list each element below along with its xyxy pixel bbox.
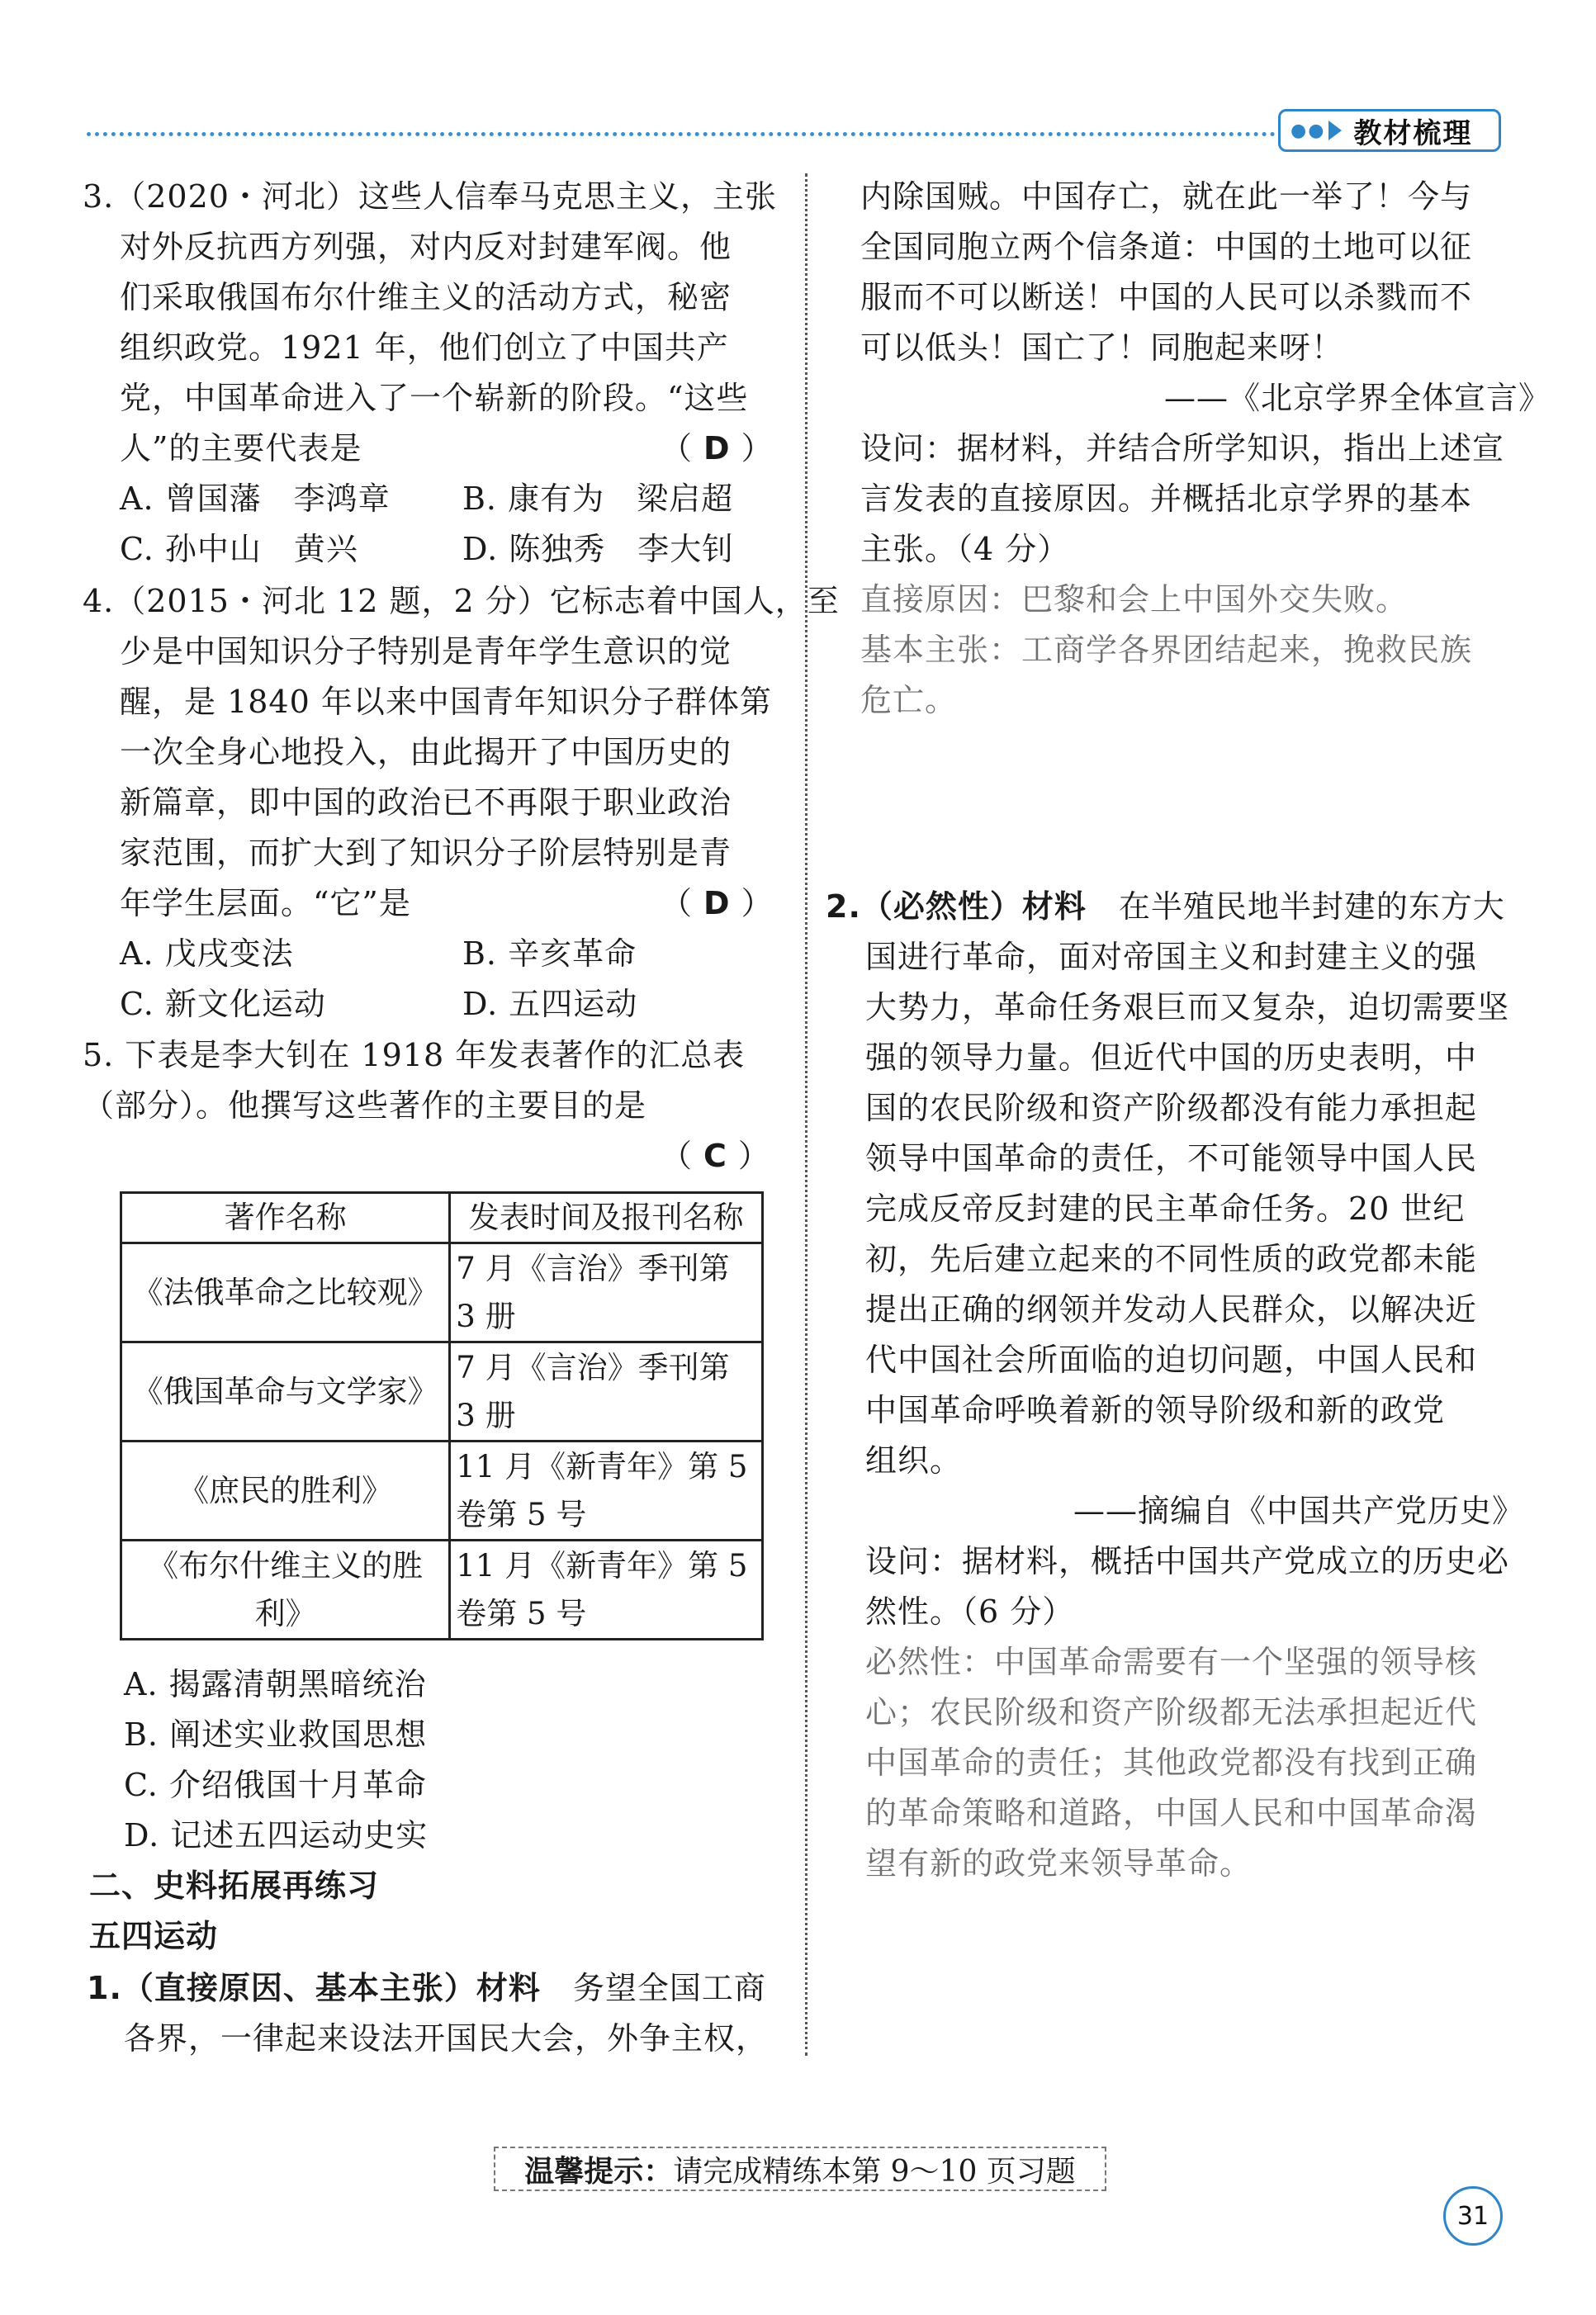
m2-line: 提出正确的纲领并发动人民群众，以解决近 <box>865 1291 1478 1328</box>
m2-answer-line: 望有新的政党来领导革命。 <box>865 1845 1253 1882</box>
m2-question-line: 设问：据材料，概括中国共产党成立的历史必 <box>865 1543 1510 1579</box>
q4-line: 4.（2015・河北 12 题，2 分）它标志着中国人，至 <box>83 583 840 619</box>
table-row <box>121 1442 763 1541</box>
m2-line: 中国革命呼唤着新的领导阶级和新的政党 <box>865 1392 1446 1428</box>
column-divider <box>805 173 807 2056</box>
table-row <box>121 1243 763 1342</box>
m1-cont-line: 可以低头！国亡了！同胞起来呀！ <box>860 329 1344 366</box>
work-name: 《法俄革命之比较观》 <box>121 1243 450 1342</box>
header-dotted-rule <box>87 132 1276 136</box>
q4-option-c: C. 新文化运动 <box>120 986 326 1022</box>
m1-line: 1.（直接原因、基本主张）材料 务望全国工商 <box>87 1970 766 2006</box>
section-tag-label: 教材梳理 <box>1353 116 1473 150</box>
table-header-cell: 著作名称 <box>121 1193 450 1243</box>
m1-cont-line: 全国同胞立两个信条道：中国的土地可以征 <box>860 229 1473 265</box>
m1-line: 各界，一律起来设法开国民大会，外争主权， <box>124 2020 769 2057</box>
works-table <box>120 1191 764 1640</box>
q5-option-a: A. 揭露清朝黑暗统治 <box>124 1666 427 1702</box>
m1-answer-line: 基本主张：工商学各界团结起来，挽救民族 <box>860 632 1473 668</box>
m1-answer-line: 直接原因：巴黎和会上中国外交失败。 <box>860 581 1409 618</box>
section-2-title: 二、史料拓展再练习 <box>89 1868 380 1904</box>
table-header-cell: 发表时间及报刊名称 <box>450 1193 763 1243</box>
m1-question-line: 言发表的直接原因。并概括北京学界的基本 <box>860 481 1473 517</box>
q3-line: 3.（2020・河北）这些人信奉马克思主义，主张 <box>83 178 777 215</box>
m2-answer-line: 的革命策略和道路，中国人民和中国革命渴 <box>865 1795 1478 1831</box>
tip-label: 温馨提示： <box>524 2154 674 2189</box>
q3-option-a: A. 曾国藩 李鸿章 <box>120 481 391 517</box>
section-tag <box>1278 109 1501 152</box>
m2-answer-line: 必然性：中国革命需要有一个坚强的领导核 <box>865 1644 1478 1680</box>
m2-line: 领导中国革命的责任，不可能领导中国人民 <box>865 1140 1478 1176</box>
m1-question-line: 设问：据材料，并结合所学知识，指出上述宣 <box>860 430 1505 466</box>
q4-answer: （ D ） <box>661 885 773 921</box>
table-header-row <box>121 1193 763 1243</box>
work-info: 7 月《言治》季刊第 3 册 <box>450 1342 763 1442</box>
tip-text: 请完成精练本第 9～10 页习题 <box>673 2154 1076 2189</box>
table-row <box>121 1541 763 1640</box>
q5-line: 5. 下表是李大钊在 1918 年发表著作的汇总表 <box>83 1037 746 1073</box>
work-info: 7 月《言治》季刊第 3 册 <box>450 1243 763 1342</box>
m2-line: 2.（必然性）材料 在半殖民地半封建的东方大 <box>826 888 1505 925</box>
page-number: 31 <box>1443 2186 1503 2246</box>
m1-cont-line: 内除国贼。中国存亡，就在此一举了！今与 <box>860 178 1473 215</box>
q3-answer: （ D ） <box>661 430 773 466</box>
m2-answer-line: 中国革命的责任；其他政党都没有找到正确 <box>865 1745 1478 1781</box>
m1-source: ——《北京学界全体宣言》 <box>1164 380 1551 416</box>
q3-line: 们采取俄国布尔什维主义的活动方式，秘密 <box>120 279 732 315</box>
table-row <box>121 1342 763 1442</box>
q4-option-b: B. 辛亥革命 <box>462 935 637 972</box>
footer-tip <box>494 2147 1106 2191</box>
m2-line: 国进行革命，面对帝国主义和封建主义的强 <box>865 939 1478 975</box>
m2-line: 大势力，革命任务艰巨而又复杂，迫切需要坚 <box>865 989 1510 1025</box>
m2-question-line: 然性。（6 分） <box>865 1593 1075 1630</box>
q4-line: 家范围，而扩大到了知识分子阶层特别是青 <box>120 835 732 871</box>
m2-source: ——摘编自《中国共产党历史》 <box>1073 1493 1525 1529</box>
m2-line: 组织。 <box>865 1442 963 1479</box>
q5-line: （部分）。他撰写这些著作的主要目的是 <box>83 1087 647 1124</box>
q4-line: 年学生层面。“它”是 <box>120 885 411 921</box>
q3-option-d: D. 陈独秀 李大钊 <box>462 531 735 567</box>
q4-line: 少是中国知识分子特别是青年学生意识的觉 <box>120 633 732 670</box>
dots-icon: ●● <box>1291 120 1326 141</box>
work-info: 11 月《新青年》第 5 卷第 5 号 <box>450 1442 763 1541</box>
q3-line: 对外反抗西方列强，对内反对封建军阀。他 <box>120 229 732 265</box>
m1-answer-line: 危亡。 <box>860 682 958 718</box>
m2-line: 初，先后建立起来的不同性质的政党都未能 <box>865 1241 1478 1277</box>
q4-line: 新篇章，即中国的政治已不再限于职业政治 <box>120 784 732 821</box>
q5-option-d: D. 记述五四运动史实 <box>124 1817 429 1853</box>
q5-answer: （ C ） <box>661 1138 770 1174</box>
m1-question-line: 主张。（4 分） <box>860 531 1070 567</box>
arrow-right-icon <box>1328 121 1342 140</box>
q5-option-b: B. 阐述实业救国思想 <box>124 1716 428 1753</box>
m2-line: 代中国社会所面临的迫切问题，中国人民和 <box>865 1342 1478 1378</box>
q3-line: 人”的主要代表是 <box>120 430 362 466</box>
m2-line: 国的农民阶级和资产阶级都没有能力承担起 <box>865 1090 1478 1126</box>
work-name: 《庶民的胜利》 <box>121 1442 450 1541</box>
topic-title: 五四运动 <box>89 1918 219 1954</box>
q3-option-c: C. 孙中山 黄兴 <box>120 531 358 567</box>
m1-cont-line: 服而不可以断送！中国的人民可以杀戮而不 <box>860 279 1473 315</box>
q3-line: 组织政党。1921 年，他们创立了中国共产 <box>120 329 729 366</box>
work-name: 《俄国革命与文学家》 <box>121 1342 450 1442</box>
q4-line: 一次全身心地投入，由此揭开了中国历史的 <box>120 734 732 770</box>
m2-line: 强的领导力量。但近代中国的历史表明，中 <box>865 1039 1478 1076</box>
q5-option-c: C. 介绍俄国十月革命 <box>124 1767 427 1803</box>
m2-line: 完成反帝反封建的民主革命任务。20 世纪 <box>865 1191 1466 1227</box>
q3-line: 党，中国革命进入了一个崭新的阶段。“这些 <box>120 380 749 416</box>
q4-option-a: A. 戊戌变法 <box>120 935 294 972</box>
q3-option-b: B. 康有为 梁启超 <box>462 481 734 517</box>
q4-line: 醒，是 1840 年以来中国青年知识分子群体第 <box>120 684 772 720</box>
q4-option-d: D. 五四运动 <box>462 986 638 1022</box>
m2-answer-line: 心；农民阶级和资产阶级都无法承担起近代 <box>865 1694 1478 1730</box>
work-name: 《布尔什维主义的胜利》 <box>121 1541 450 1640</box>
work-info: 11 月《新青年》第 5 卷第 5 号 <box>450 1541 763 1640</box>
